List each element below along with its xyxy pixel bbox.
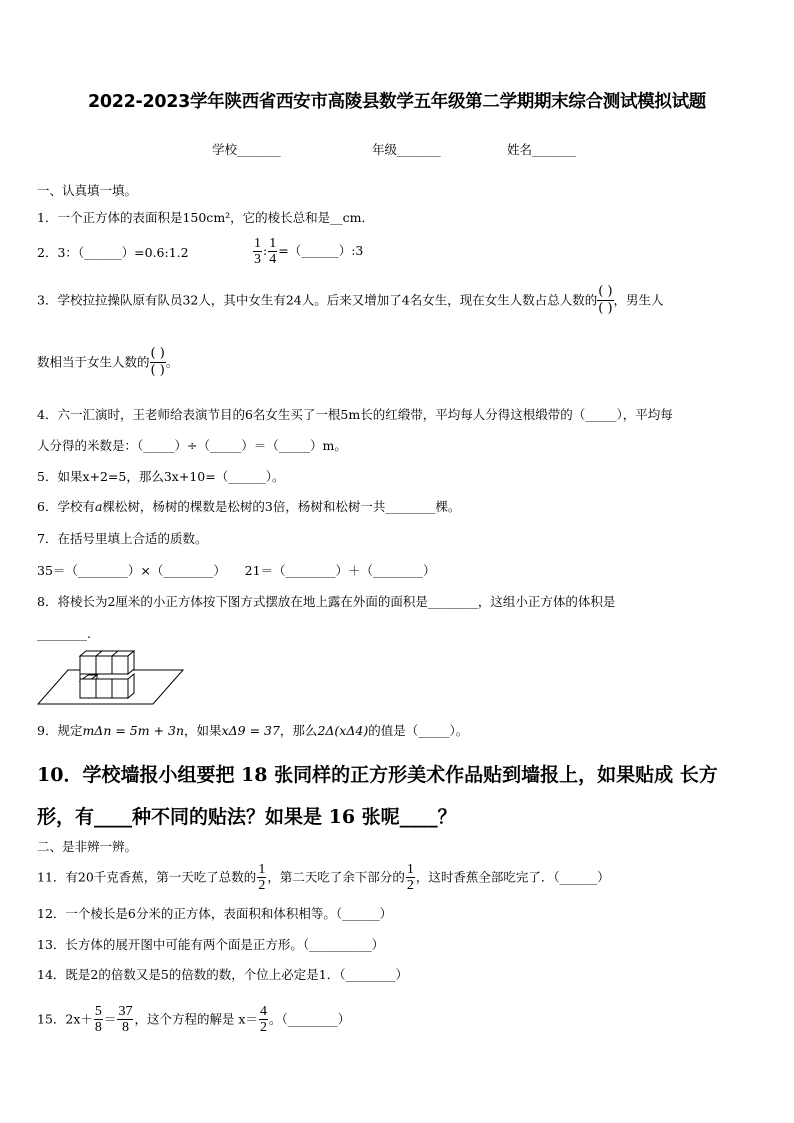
name-field: 姓名_______ (507, 142, 576, 157)
section-2-heading: 二、是非辨一辨。 (37, 839, 138, 854)
question-10-line1: 10．学校墙报小组要把 18 张同样的正方形美术作品贴到墙报上，如果贴成 长方 (37, 764, 718, 786)
question-4-line2: 人分得的米数是：（_____）÷（_____）＝（_____）m。 (37, 438, 347, 453)
blank-fraction: ( ) ( ) (598, 284, 613, 316)
question-14: 14．既是2的倍数又是5的倍数的数，个位上必定是1．（________） (37, 967, 409, 982)
question-4-line1: 4．六一汇演时，王老师给表演节目的6名女生买了一根5m长的红缎带，平均每人分得这根缎带的（_____），平均每 (37, 407, 673, 422)
fraction: $\frac{1}{2}$ (406, 862, 414, 893)
fraction: $\frac{1}{4}$ (269, 236, 277, 267)
fraction: $\frac{1}{2}$ (258, 862, 266, 893)
blank-fraction: ( ) ( ) (150, 346, 165, 378)
question-10-line2: 形，有____种不同的贴法？如果是 16 张呢____？ (37, 806, 457, 828)
question-1: 1．一个正方体的表面积是150cm²，它的棱长总和是__cm． (37, 210, 375, 225)
grade-field: 年级_______ (372, 142, 441, 157)
question-12: 12．一个棱长是6分米的正方体，表面积和体积相等。（______） (37, 906, 393, 921)
fraction: $\frac{4}{2}$ (259, 1004, 267, 1035)
cubes-figure (36, 648, 184, 708)
question-2a: 2．3：（______）=0.6:1.2 (37, 245, 189, 260)
question-9: 9．规定mΔn = 5m + 3n，如果xΔ9 = 37，那么2Δ(xΔ4)的值是（_____）。 (37, 723, 469, 738)
fraction: $\frac{1}{3}$ (254, 236, 261, 267)
question-8-line2: ________. (37, 626, 91, 641)
page-title: 2022-2023学年陕西省西安市高陵县数学五年级第二学期期末综合测试模拟试题 (88, 92, 706, 112)
question-2b: $\frac{1}{3}$ : $\frac{1}{4}$ =（______）:3 (254, 236, 364, 267)
question-11: 11．有20千克香蕉，第一天吃了总数的 $\frac{1}{2}$ ，第二天吃了余下部分的 $\frac{1}{2}$ ，这时香蕉全部吃完了．（______） (37, 862, 610, 893)
question-3-line2: 数相当于女生人数的 ( ) ( ) 。 (37, 346, 179, 378)
question-7-equations: 35＝（________）×（________） 21＝（________）＋（________） (37, 563, 436, 578)
school-field: 学校_______ (212, 142, 281, 157)
fraction: $\frac{37}{8}$ (118, 1004, 133, 1035)
question-5: 5．如果x+2=5，那么3x+10=（______）。 (37, 469, 285, 484)
section-1-heading: 一、认真填一填。 (37, 183, 138, 198)
question-3-line1: 3．学校拉拉操队原有队员32人，其中女生有24人。后来又增加了4名女生，现在女生人数占总人数的 ( ) ( ) ，男生人 (37, 284, 664, 316)
question-6: 6．学校有a棵松树，杨树的棵数是松树的3倍，杨树和松树一共________棵。 (37, 499, 461, 514)
question-7: 7．在括号里填上合适的质数。 (37, 531, 208, 546)
fraction: $\frac{5}{8}$ (94, 1004, 102, 1035)
question-15: 15．2x＋ $\frac{5}{8}$ ＝ $\frac{37}{8}$ ，这个方程的解是 x＝ $\frac{4}{2}$ 。（________） (37, 1004, 351, 1035)
question-8-line1: 8．将棱长为2厘米的小正方体按下图方式摆放在地上露在外面的面积是________，这组小正方体的体积是 (37, 594, 616, 609)
question-13: 13．长方体的展开图中可能有两个面是正方形。（__________） (37, 937, 385, 952)
